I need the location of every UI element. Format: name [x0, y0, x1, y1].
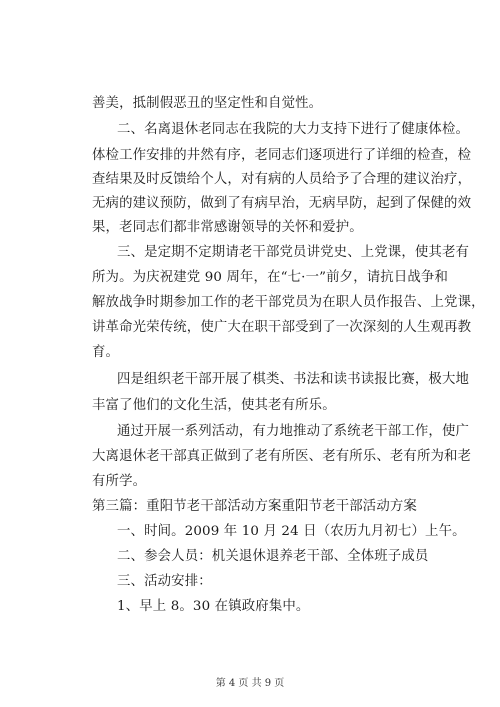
text-line: 所为。为庆祝建党 90 周年，在“七·一”前夕，请抗日战争和: [92, 270, 448, 285]
text-line: 善美，抵制假恶丑的坚定性和自觉性。: [92, 96, 323, 111]
text-line: 1、早上 8。30 在镇政府集中。: [117, 599, 310, 614]
text-line: 三、活动安排：: [117, 574, 212, 589]
text-line: 二、名离退休老同志在我院的大力支持下进行了健康体检。: [117, 122, 470, 137]
text-line: 查结果及时反馈给个人，对有病的人员给予了合理的建议治疗，: [92, 172, 472, 187]
text-line: 果，老同志们都非常感谢领导的关怀和爱护。: [92, 220, 363, 235]
section-heading: 第三篇：重阳节老干部活动方案重阳节老干部活动方案: [92, 499, 417, 514]
text-line: 育。: [92, 345, 120, 360]
page-number-footer: 第 4 页 共 9 页: [215, 678, 285, 689]
text-line: 四是组织老干部开展了棋类、书法和读书读报比赛，极大地: [117, 372, 470, 387]
text-line: 解放战争时期参加工作的老干部党员为在职人员作报告、上党课，: [92, 295, 485, 310]
text-line: 通过开展一系列活动，有力地推动了系统老干部工作，使广: [117, 424, 470, 439]
text-line: 大离退休老干部真正做到了老有所医、老有所乐、老有所为和老: [92, 449, 472, 464]
text-line: 有所学。: [92, 474, 147, 489]
text-line: 讲革命光荣传统，使广大在职干部受到了一次深刻的人生观再教: [92, 320, 472, 335]
text-line: 一、时间。2009 年 10 月 24 日（农历九月初七）上午。: [117, 524, 466, 539]
text-line: 三、是定期不定期请老干部党员讲党史、上党课，使其老有: [117, 245, 470, 260]
text-line: 二、参会人员：机关退休退养老干部、全体班子成员: [117, 549, 429, 564]
text-line: 丰富了他们的文化生活，使其老有所乐。: [92, 398, 336, 413]
text-line: 体检工作安排的井然有序，老同志们逐项进行了详细的检查，检: [92, 148, 472, 163]
text-line: 无病的建议预防，做到了有病早治，无病早防，起到了保健的效: [92, 196, 472, 211]
